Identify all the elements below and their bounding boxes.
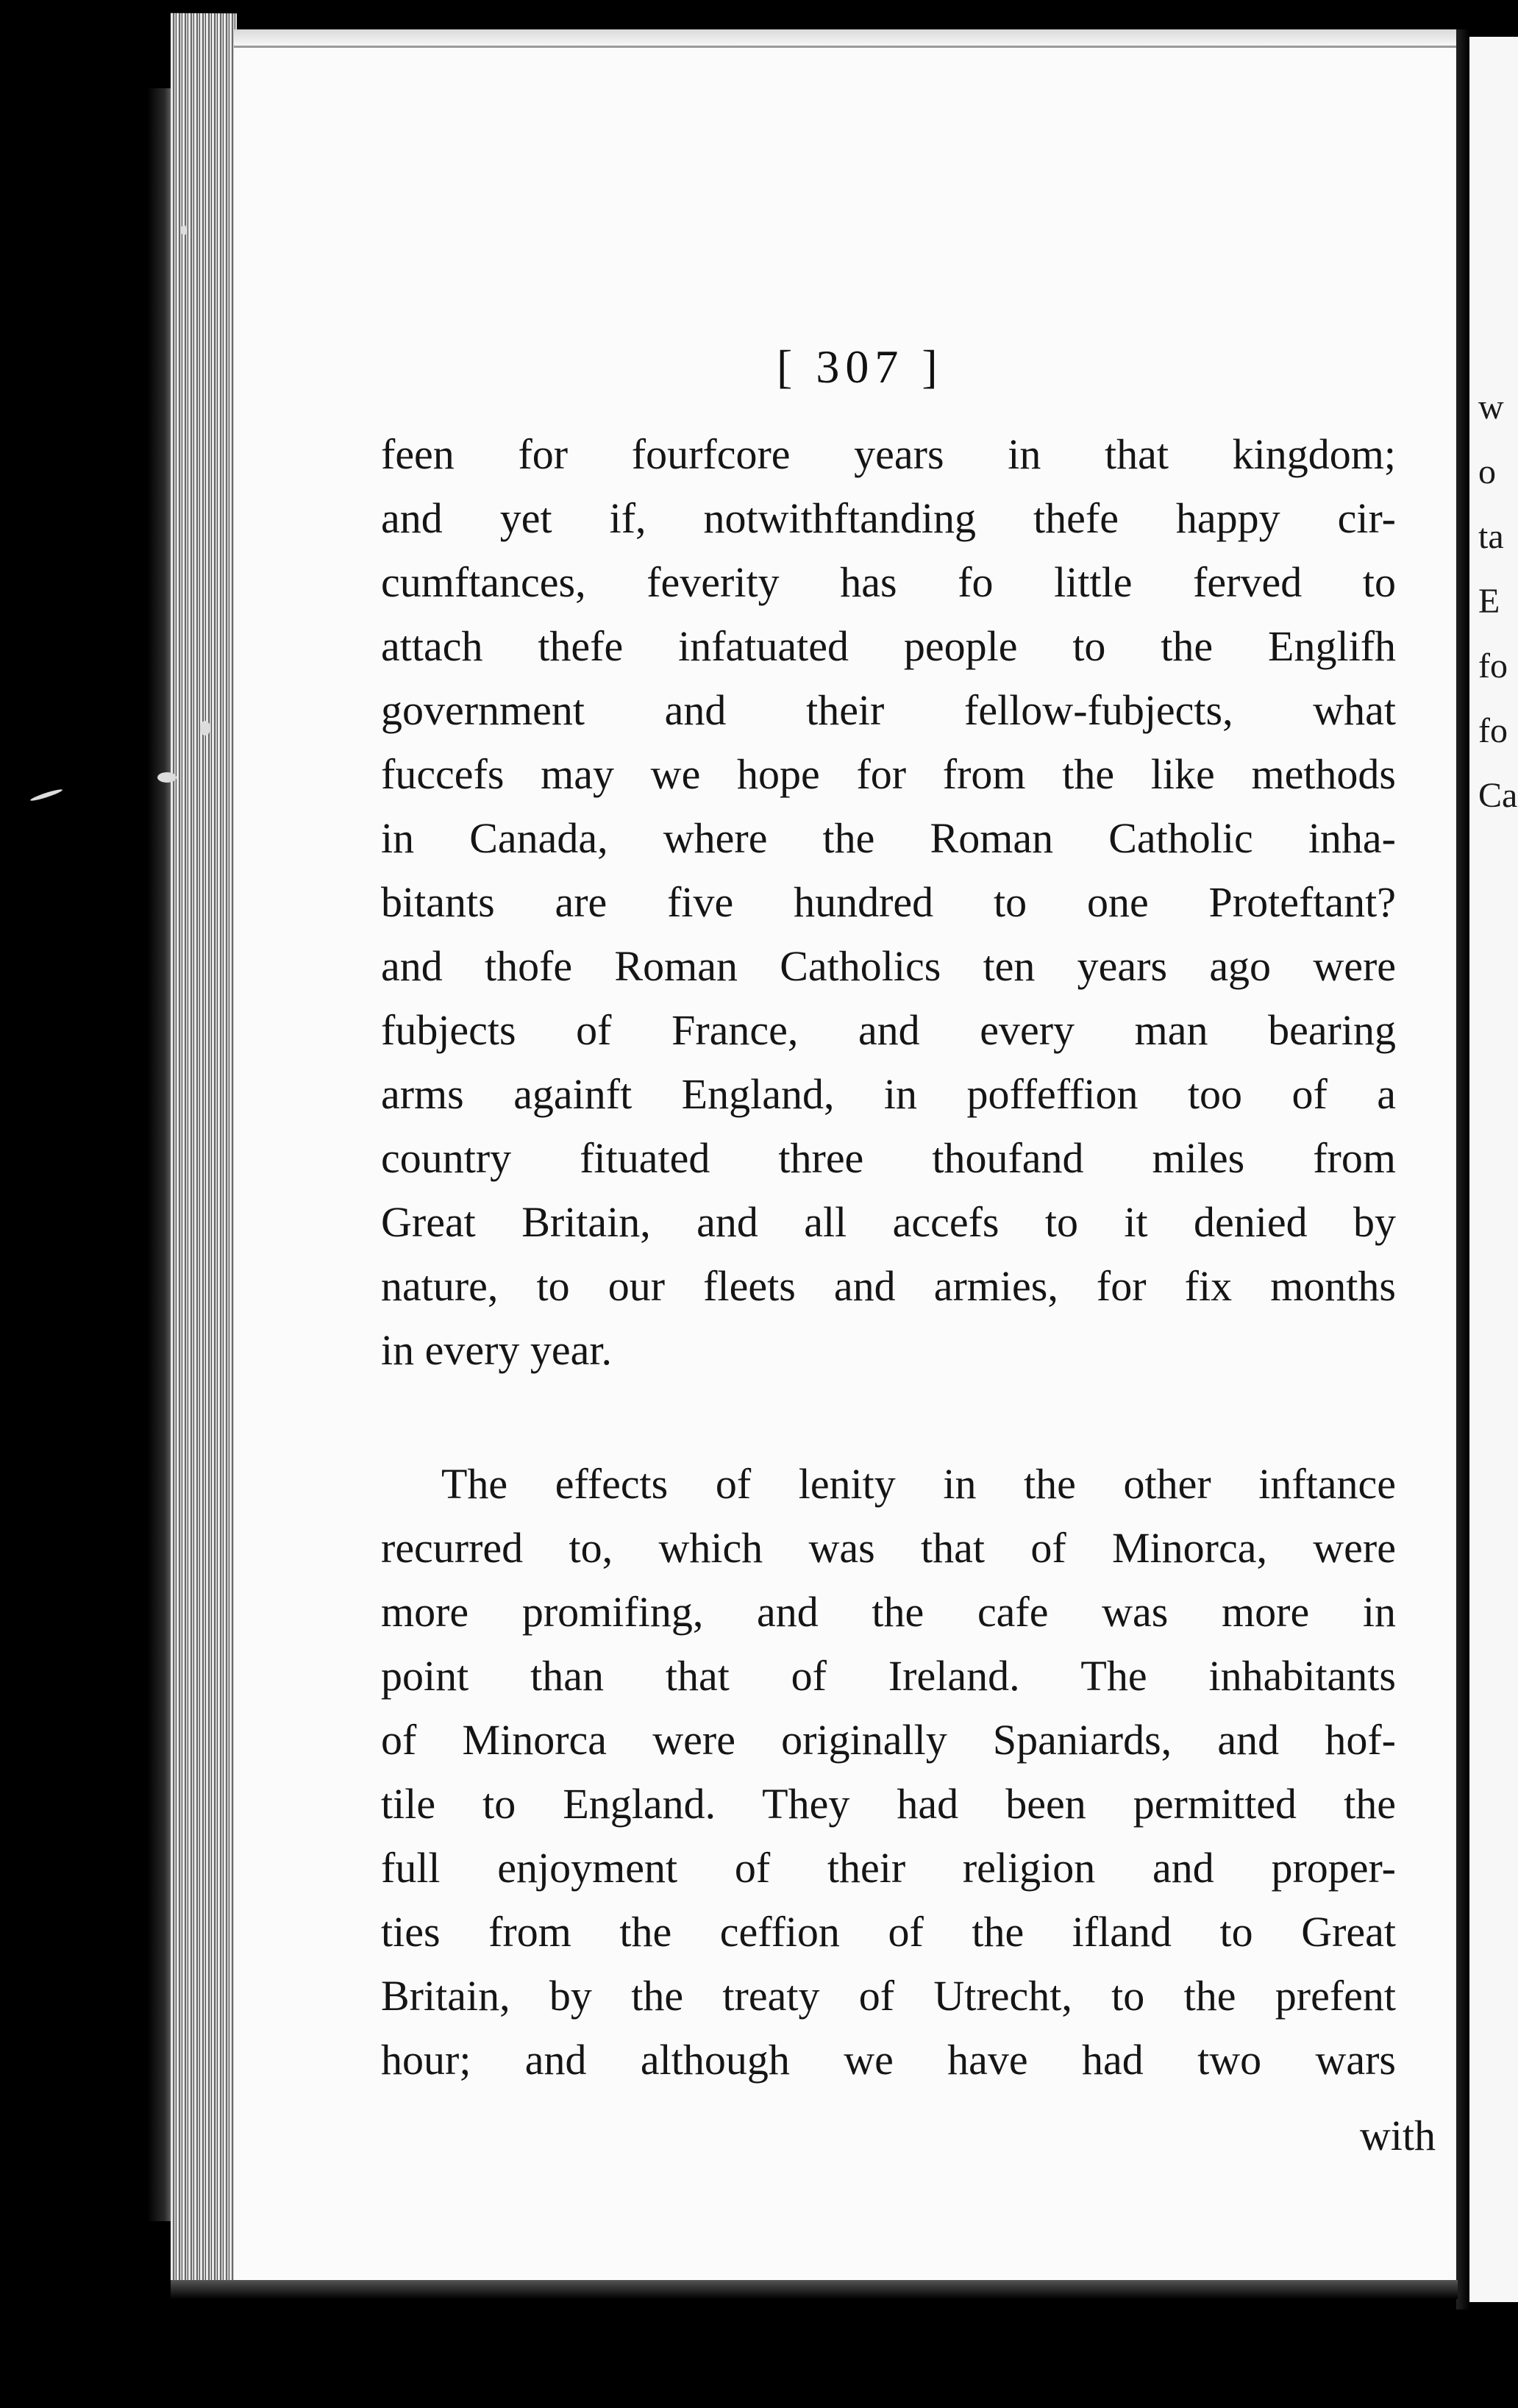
text-line: Great Britain, and all accefs to it denied by [381,1198,1396,1246]
text-line: country fituated three thoufand miles from [381,1134,1396,1182]
facing-page-fragment: ta [1478,517,1504,556]
text-line: hour; and although we have had two wars [381,2036,1396,2084]
facing-page-fragment: fo [1478,646,1508,685]
text-line: nature, to our fleets and armies, for fix months [381,1262,1396,1310]
facing-page-edge [1469,37,1518,2302]
text-line: full enjoyment of their religion and proper- [381,1844,1396,1892]
text-line: fubjects of France, and every man bearing [381,1006,1396,1054]
facing-page-fragment: fo [1478,711,1508,750]
text-line: The effects of lenity in the other inftance [441,1460,1396,1508]
book-gutter [1456,29,1469,2309]
text-line: of Minorca were originally Spaniards, and hof- [381,1716,1396,1764]
scan-speck [181,225,187,235]
scan-speck [157,772,177,783]
text-line: arms againft England, in poffeffion too of a [381,1070,1396,1118]
text-line: cumftances, feverity has fo little ferved to [381,558,1396,606]
page-header: [ 307 ] [777,341,944,393]
facing-page-fragment: o [1478,452,1496,491]
text-line: Britain, by the treaty of Utrecht, to the prefent [381,1972,1396,2020]
text-line: recurred to, which was that of Minorca, were [381,1524,1396,1572]
facing-page-fragment: E [1478,582,1500,621]
text-line: government and their fellow-fubjects, what [381,686,1396,734]
text-line: and yet if, notwithftanding thefe happy cir- [381,494,1396,542]
scan-speck [29,788,63,802]
text-line: tile to England. They had been permitted the [381,1780,1396,1828]
book-fore-edge [171,13,237,2286]
scan-speck [200,721,210,735]
text-line: and thofe Roman Catholics ten years ago were [381,942,1396,990]
page-bottom-edge [171,2280,1458,2299]
paragraph-1 [381,422,1396,1382]
text-line: attach thefe infatuated people to the Englifh [381,622,1396,670]
paragraph-2 [381,1452,1396,2092]
text-line: fuccefs may we hope for from the like methods [381,750,1396,798]
text-line: point than that of Ireland. The inhabitants [381,1652,1396,1700]
text-line: ties from the ceffion of the ifland to Great [381,1908,1396,1956]
text-line: more promifing, and the cafe was more in [381,1588,1396,1636]
facing-page-fragment: w [1478,388,1504,427]
text-line: bitants are five hundred to one Proteftant? [381,878,1396,926]
catchword: with [1359,2112,1436,2159]
text-line: feen for fourfcore years in that kingdom; [381,430,1396,478]
page-top-edge [234,29,1456,46]
text-line: in every year. [381,1326,613,1374]
text-line: in Canada, where the Roman Catholic inha- [381,814,1396,862]
facing-page-fragment: Ca [1478,776,1518,815]
